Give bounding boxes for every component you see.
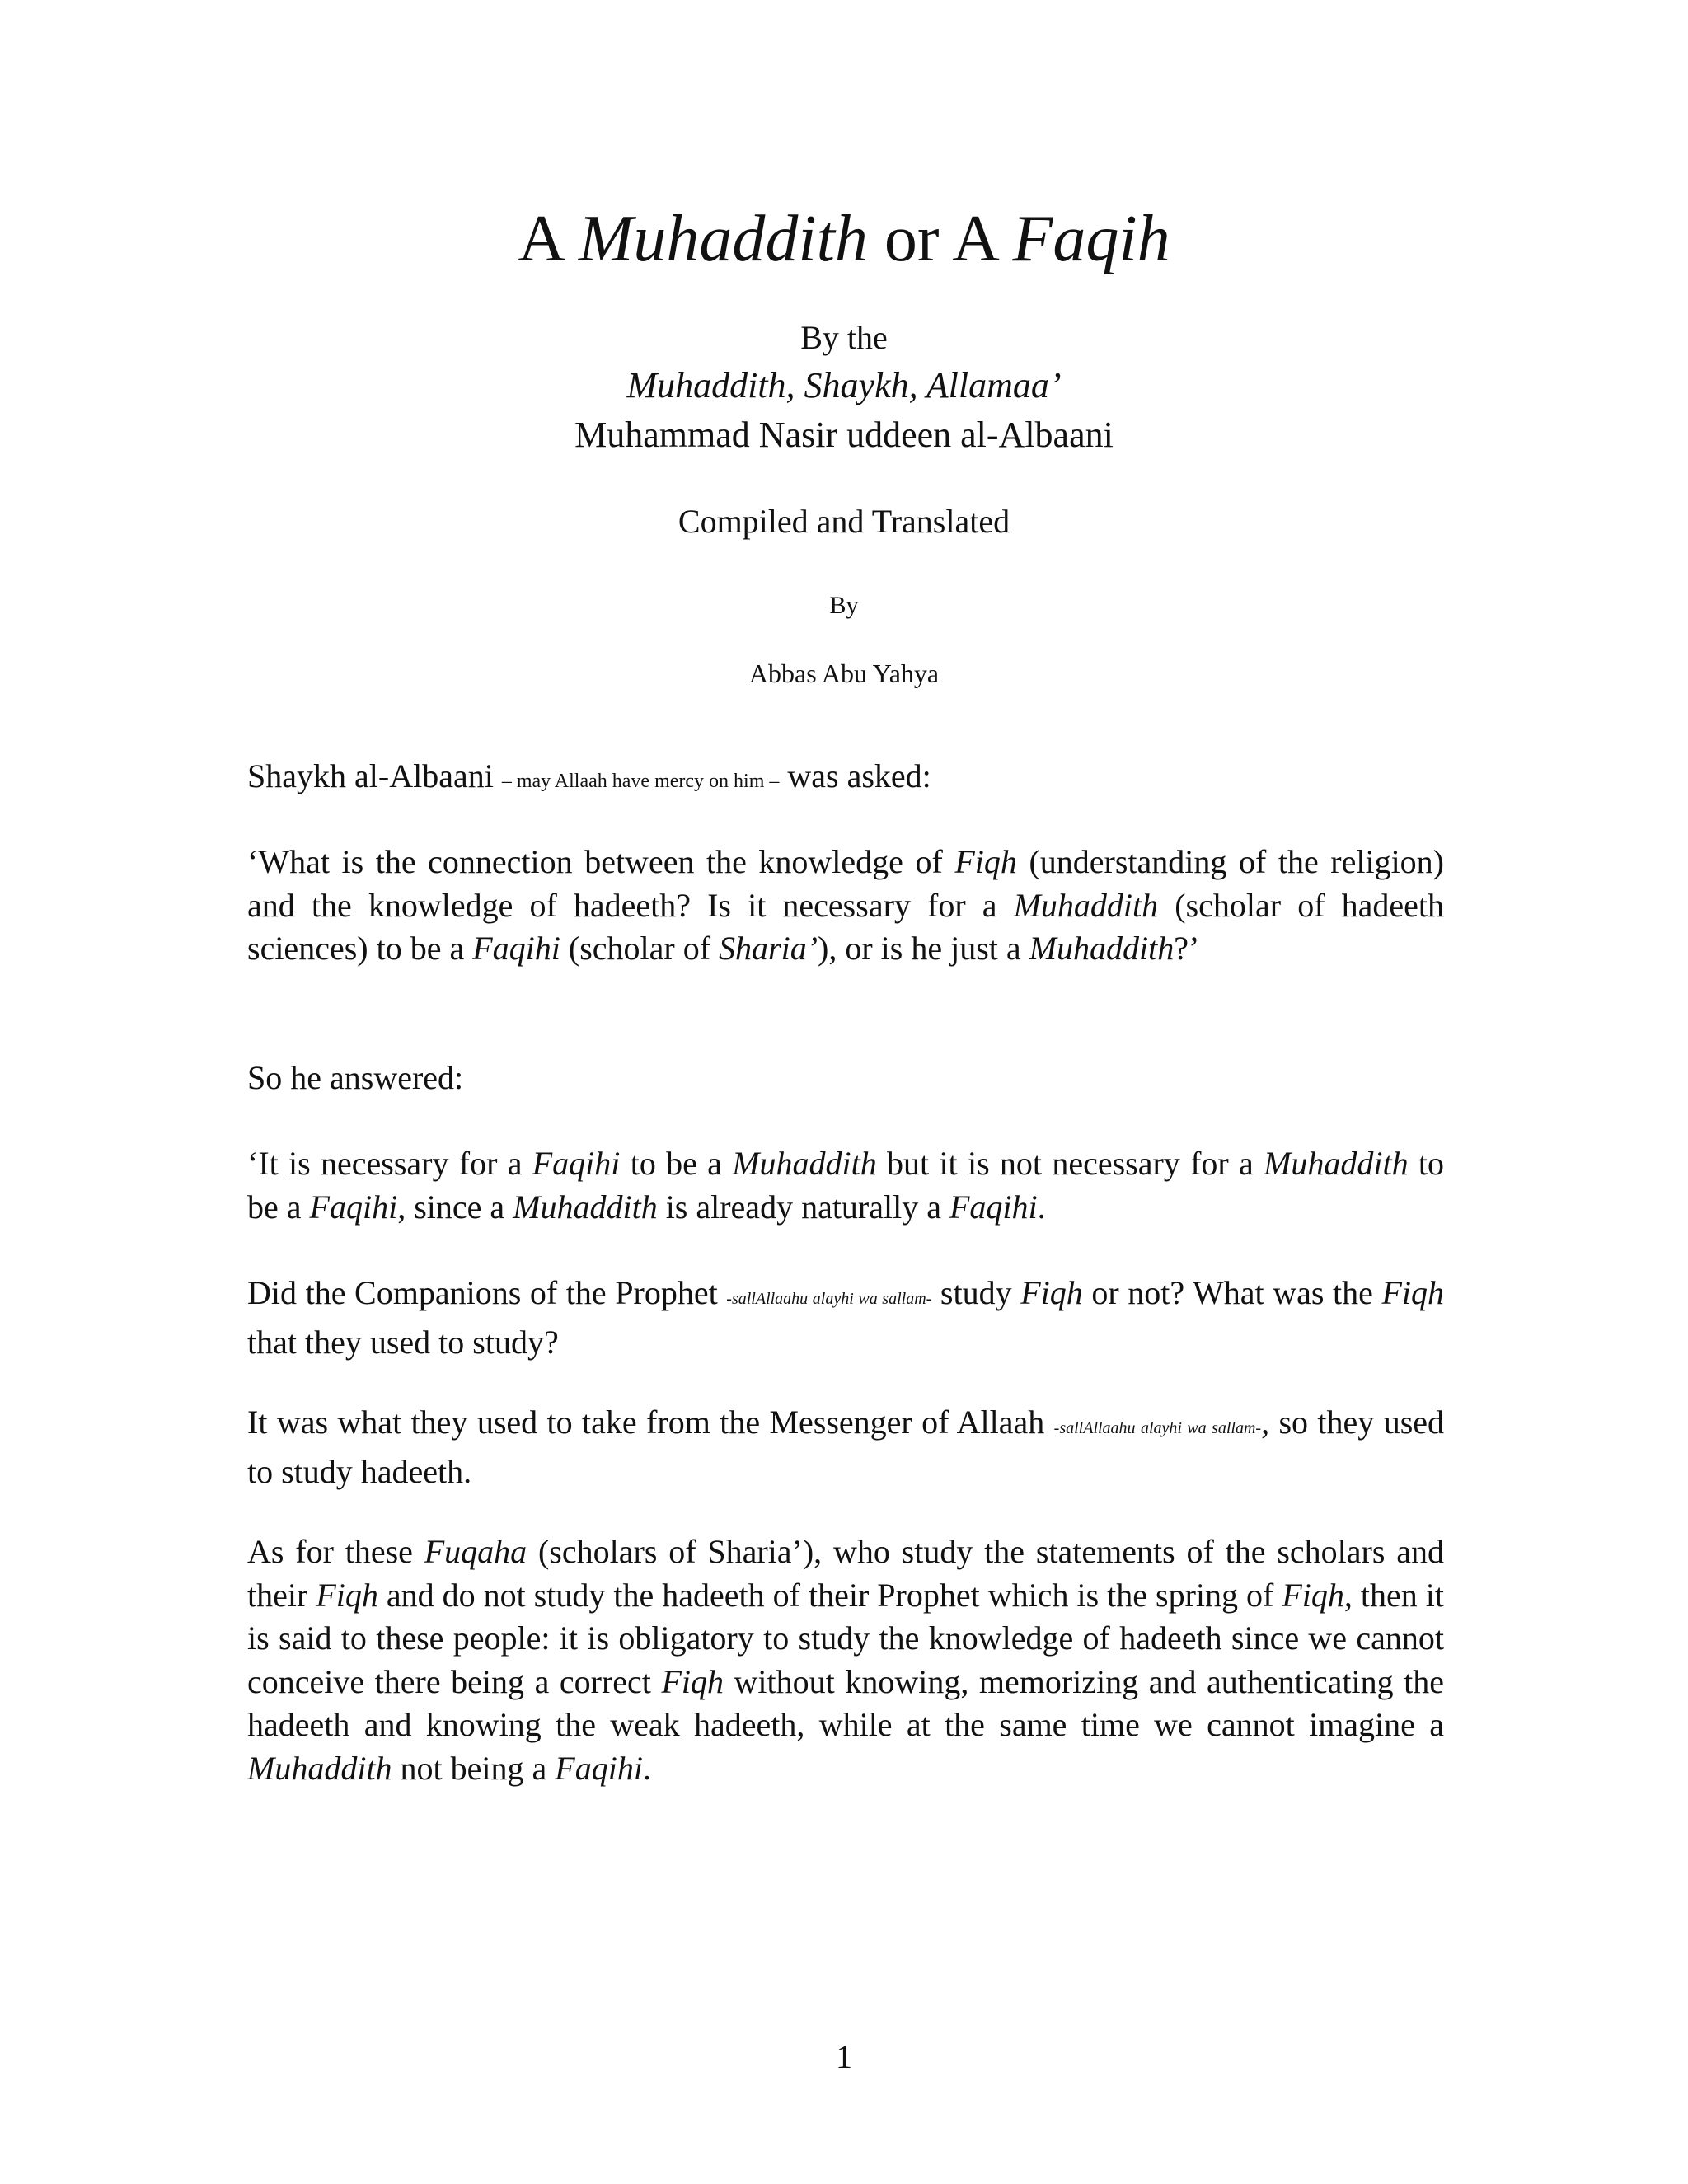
text-run: (scholar of hadeeth sciences) to be a [247, 886, 1444, 967]
honorific-aside: – may Allaah have mercy on him – [501, 771, 780, 792]
italic-term: Muhaddith [1013, 886, 1159, 924]
italic-term: Muhaddith [1264, 1145, 1409, 1182]
text-run: without knowing, memorizing and authenticating the hadeeth and knowing the weak hadeeth, while at the same time we cannot imagine a [247, 1662, 1444, 1743]
page-number: 1 [836, 2038, 852, 2075]
text-run: , so they used to study hadeeth. [247, 1404, 1445, 1490]
italic-term: Fiqh [316, 1576, 378, 1614]
text-run: As for these [247, 1533, 424, 1570]
title-part: or A [867, 203, 1013, 275]
answer-intro-paragraph: So he answered: [247, 1059, 464, 1096]
text-run: ), or is he just a [818, 930, 1029, 967]
italic-term: Fiqh [1381, 1274, 1445, 1311]
italic-term: Fiqh [1282, 1576, 1344, 1614]
text-run: It was what they used to take from the Messenger of Allaah [247, 1404, 1054, 1441]
salutation-aside: -sallAllaahu alayhi wa sallam- [726, 1290, 932, 1308]
text-run: , since a [397, 1188, 513, 1226]
text-run: (scholar of [560, 930, 720, 967]
author-name: Muhammad Nasir uddeen al-Albaani [574, 415, 1114, 455]
answer-paragraph-3 [247, 1401, 1444, 1493]
text-run: to be a [247, 1145, 1445, 1226]
italic-term: Muhaddith [247, 1749, 392, 1787]
text-run: but it is not necessary for a [876, 1145, 1264, 1182]
italic-term: Muhaddith [732, 1145, 877, 1182]
answer-paragraph-1 [247, 1142, 1444, 1229]
text-run: and do not study the hadeeth of their Prophet which is the spring of [377, 1576, 1282, 1614]
italic-term: Faqihi [472, 930, 560, 967]
text-run: ‘What is the connection between the knowledge of [247, 843, 955, 880]
text-run: (scholars of Sharia’), who study the statements of the scholars and their [247, 1533, 1444, 1614]
italic-term: Faqihi [949, 1188, 1038, 1226]
text-run: not being a [392, 1749, 556, 1787]
page-title [0, 198, 1688, 280]
italic-term: Muhaddith [1029, 930, 1175, 967]
author-honorific: Muhaddith, Shaykh, Allamaa’ [626, 365, 1062, 405]
italic-term: Fiqh [1020, 1274, 1083, 1311]
answer-paragraph-2 [247, 1272, 1444, 1364]
title-italic-muhaddith: Muhaddith [578, 203, 868, 275]
italic-term: Fiqh [954, 843, 1017, 880]
italic-term: Faqihi [532, 1145, 621, 1182]
text-run: . [1037, 1188, 1046, 1226]
translator-name: Abbas Abu Yahya [748, 658, 940, 688]
title-part: A [518, 203, 579, 275]
italic-term: Muhaddith [513, 1188, 658, 1226]
text-run: ?’ [1174, 930, 1200, 967]
text-run: to be a [620, 1145, 733, 1182]
text-run: ‘It is necessary for a [247, 1145, 532, 1182]
text-run: . [642, 1749, 651, 1787]
compiled-translated-label: Compiled and Translated [678, 503, 1010, 540]
translator-by-label: By [829, 592, 859, 619]
italic-term: Faqihi [309, 1188, 398, 1226]
text-run: (understanding of the religion) and the knowledge of hadeeth? Is it necessary for a [247, 843, 1444, 924]
italic-term: Sharia’ [719, 930, 818, 967]
byline-by-the: By the [800, 319, 888, 356]
text-run: was asked: [779, 757, 931, 794]
salutation-aside: -sallAllaahu alayhi wa sallam- [1053, 1419, 1262, 1437]
italic-term: Fiqh [661, 1662, 724, 1700]
italic-term: Fuqaha [424, 1533, 528, 1570]
text-run: that they used to study? [247, 1323, 559, 1361]
italic-term: Faqihi [555, 1749, 643, 1787]
text-run: , then it is said to these people: it is obligatory to study the knowledge of hadeeth since we cannot conceive there being a correct [247, 1576, 1445, 1700]
title-italic-faqih: Faqih [1012, 203, 1170, 275]
text-run: Did the Companions of the Prophet [247, 1274, 727, 1311]
text-run: or not? What was the [1082, 1274, 1382, 1311]
intro-paragraph [247, 755, 1444, 804]
answer-paragraph-4 [247, 1530, 1444, 1790]
text-run: is already naturally a [657, 1188, 950, 1226]
text-run: study [931, 1274, 1021, 1311]
text-run: Shaykh al-Albaani [247, 757, 502, 794]
question-paragraph [247, 841, 1444, 971]
